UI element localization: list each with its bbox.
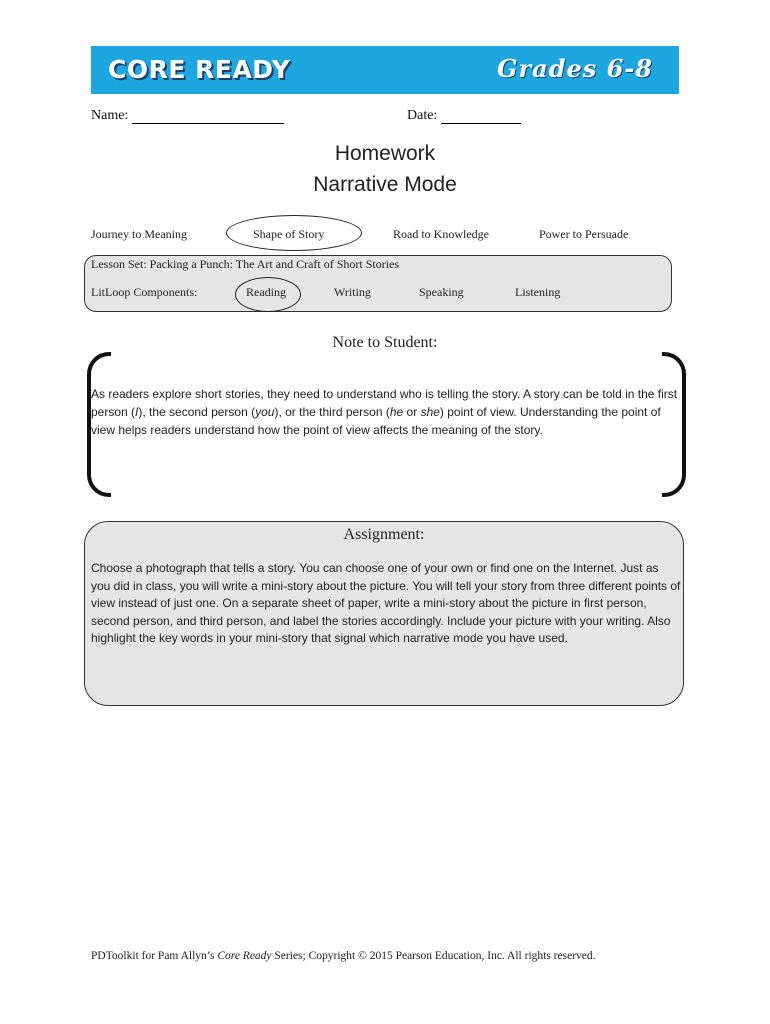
component-reading: Reading (246, 285, 286, 299)
assignment-text: Choose a photograph that tells a story. You can choose one of your own or find one on the Internet. Just as you did in class, you will write a mini-story about the picture. You will tell your story from three different points of view instead of just one. On a separate sheet of paper, write a mini-story about the picture in first person, second person, and third person, and label the stories accordingly. Include your picture with your writing. Also highlight the key words in your mini-story that signal which narrative mode you have used. (91, 561, 681, 645)
strand-road: Road to Knowledge (393, 227, 489, 241)
component-speaking: Speaking (419, 285, 464, 299)
name-field (91, 108, 284, 124)
lesson-set-box (84, 255, 672, 312)
strand-shape-of-story: Shape of Story (253, 227, 325, 241)
name-label: Name: (91, 108, 129, 123)
brand-logo: CORE READY (108, 55, 291, 84)
assignment-box (84, 521, 684, 706)
name-blank-line (132, 109, 284, 124)
date-blank-line (441, 109, 521, 124)
component-writing: Writing (334, 285, 371, 299)
date-field (407, 108, 521, 124)
date-label: Date: (407, 108, 438, 123)
note-heading: Note to Student: (332, 334, 438, 351)
page-title: Homework (334, 142, 436, 165)
footer-copyright: PDToolkit for Pam Allyn’s Core Ready Series; Copyright © 2015 Pearson Education, Inc. All rights reserved. (91, 950, 596, 962)
note-text: As readers explore short stories, they need to understand who is telling the story. A story can be told in the first person (I), the second person (you), or the third person (he or she) point of view. Understanding the point of view helps readers understand how the point of view affects the meaning of the story. (91, 387, 678, 437)
assignment-heading: Assignment: (343, 526, 425, 543)
page-subtitle: Narrative Mode (313, 173, 457, 196)
lesson-set-title: Lesson Set: Packing a Punch: The Art and Craft of Short Stories (91, 257, 400, 271)
grades-label: Grades 6-8 (497, 54, 653, 83)
strand-power: Power to Persuade (539, 227, 629, 241)
strand-journey: Journey to Meaning (91, 227, 187, 241)
components-label: LitLoop Components: (91, 285, 198, 299)
header-banner (91, 46, 679, 94)
component-listening: Listening (515, 285, 561, 299)
